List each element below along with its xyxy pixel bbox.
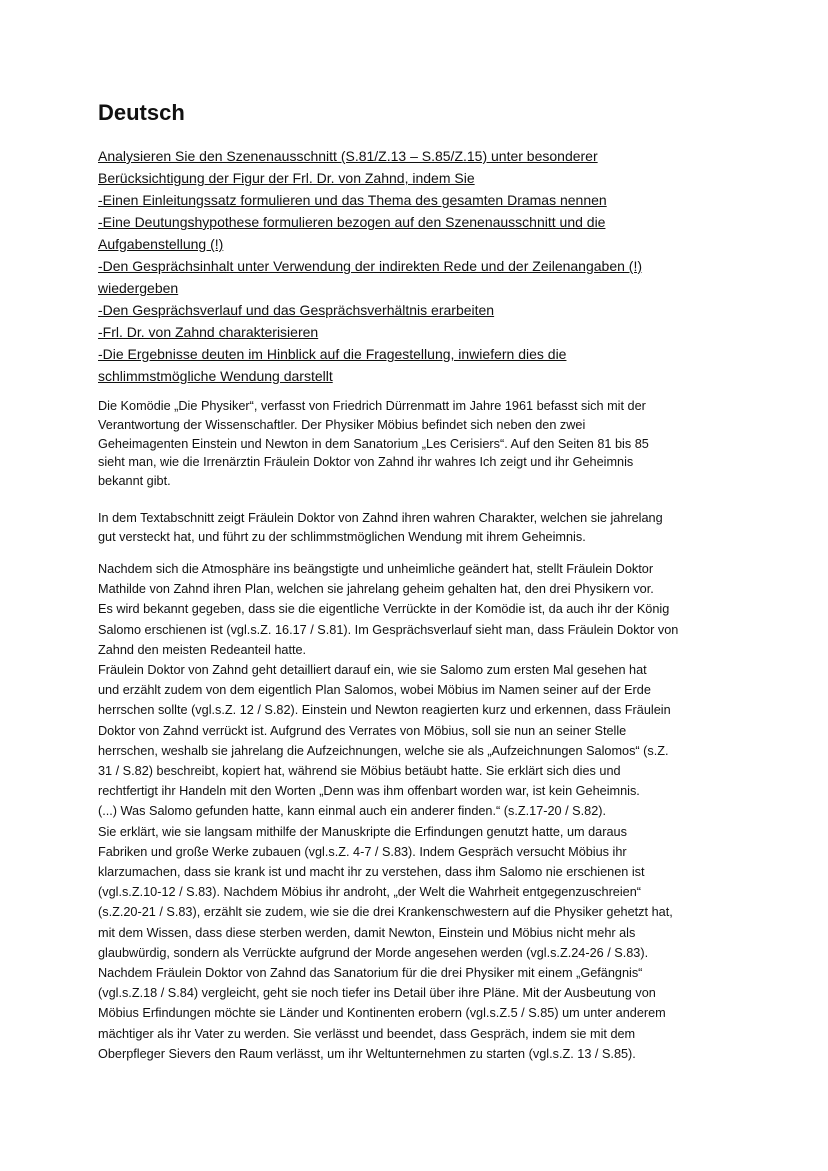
text-line: Salomo erschienen ist (vgl.s.Z. 16.17 / S.81). Im Gesprächsverlauf sieht man, dass Fräulein Doktor von xyxy=(98,622,679,637)
task-line: wiedergeben xyxy=(98,280,179,296)
task-line: -Eine Deutungshypothese formulieren bezogen auf den Szenenausschnitt und die xyxy=(98,214,606,230)
task-line: schlimmstmögliche Wendung darstellt xyxy=(98,368,333,384)
text-line: Geheimagenten Einstein und Newton in dem Sanatorium „Les Cerisiers“. Auf den Seiten 81 bis 85 xyxy=(98,436,649,451)
task-instructions xyxy=(98,145,642,387)
text-line: Nachdem Fräulein Doktor von Zahnd das Sanatorium für die drei Physiker mit einem „Gefängnis“ xyxy=(98,966,643,981)
paragraph-main-body xyxy=(98,559,678,1064)
text-line: gut versteckt hat, und führt zu der schlimmstmöglichen Wendung mit ihrem Geheimnis. xyxy=(98,529,586,544)
text-line: herrschen, weshalb sie jahrelang die Aufzeichnungen, welche sie als „Aufzeichnungen Salomos“ (s.Z. xyxy=(98,743,669,758)
text-line: Die Komödie „Die Physiker“, verfasst von Friedrich Dürrenmatt im Jahre 1961 befasst sich mit der xyxy=(98,399,646,413)
text-line: Oberpfleger Sievers den Raum verlässt, um ihr Weltunternehmen zu starten (vgl.s.Z. 13 / S.85). xyxy=(98,1046,636,1061)
text-line: 31 / S.82) beschreibt, kopiert hat, während sie Möbius betäubt hatte. Sie erklärt sich dies und xyxy=(98,764,621,779)
task-line: Aufgabenstellung (!) xyxy=(98,236,224,252)
text-line: mächtiger als ihr Vater zu werden. Sie verlässt und beendet, dass Gespräch, indem sie mit dem xyxy=(98,1026,636,1041)
text-line: Zahnd den meisten Redeanteil hatte. xyxy=(98,642,307,657)
text-line: (s.Z.20-21 / S.83), erzählt sie zudem, wie sie die drei Krankenschwestern auf die Physiker gehetzt hat, xyxy=(98,905,673,920)
task-line: -Den Gesprächsverlauf und das Gesprächsverhältnis erarbeiten xyxy=(98,302,495,318)
text-line: Mathilde von Zahnd ihren Plan, welchen sie jahrelang geheim gehalten hat, den drei Physikern vor. xyxy=(98,582,654,597)
text-line: sieht man, wie die Irrenärztin Fräulein Doktor von Zahnd ihr wahres Ich zeigt und ihr Geheimnis xyxy=(98,455,634,470)
text-line: (vgl.s.Z.18 / S.84) vergleicht, geht sie noch tiefer ins Detail über ihre Pläne. Mit der Ausbeutung von xyxy=(98,986,656,1001)
text-line: Möbius Erfindungen möchte sie Länder und Kontinenten erobern (vgl.s.Z.5 / S.85) um unter anderem xyxy=(98,1006,666,1021)
text-line: rechtfertigt ihr Handeln mit den Worten „Denn was ihm offenbart worden war, ist kein Geheimnis. xyxy=(98,784,640,799)
text-line: mit dem Wissen, dass diese sterben werden, damit Newton, Einstein und Möbius nicht mehr als xyxy=(98,925,636,940)
text-line: Sie erklärt, wie sie langsam mithilfe der Manuskripte die Erfindungen genutzt hatte, um daraus xyxy=(98,824,627,839)
text-line: Es wird bekannt gegeben, dass sie die eigentliche Verrückte in der Komödie ist, da auch ihr der König xyxy=(98,602,670,617)
text-line: bekannt gibt. xyxy=(98,474,171,489)
text-line: und erzählt zudem von dem eigentlich Plan Salomos, wobei Möbius im Namen seiner auf der Erde xyxy=(98,683,651,698)
task-line: Analysieren Sie den Szenenausschnitt (S.81/Z.13 – S.85/Z.15) unter besonderer xyxy=(98,148,598,164)
text-line: herrschen sollte (vgl.s.Z. 12 / S.82). Einstein und Newton reagierten kurz und erkennen, dass Fräulein xyxy=(98,703,671,718)
task-line: -Einen Einleitungssatz formulieren und das Thema des gesamten Dramas nennen xyxy=(98,192,607,208)
text-line: Doktor von Zahnd verrückt ist. Aufgrund des Verrates von Möbius, soll sie nun an seiner Stelle xyxy=(98,723,627,738)
paragraph-hypothesis xyxy=(98,509,663,547)
task-line: -Den Gesprächsinhalt unter Verwendung der indirekten Rede und der Zeilenangaben (!) xyxy=(98,258,643,274)
text-line: Verantwortung der Wissenschaftler. Der Physiker Möbius befindet sich neben den zwei xyxy=(98,417,586,432)
paragraph-introduction xyxy=(98,397,649,491)
task-line: Berücksichtigung der Figur der Frl. Dr. von Zahnd, indem Sie xyxy=(98,170,475,186)
text-line: glaubwürdig, sondern als Verrückte aufgrund der Morde angesehen werden (vgl.s.Z.24-26 / S.83). xyxy=(98,945,649,960)
task-line: -Die Ergebnisse deuten im Hinblick auf die Fragestellung, inwiefern dies die xyxy=(98,346,567,362)
text-line: Fabriken und große Werke zubauen (vgl.s.Z. 4-7 / S.83). Indem Gespräch versucht Möbius ihr xyxy=(98,844,627,859)
text-line: Nachdem sich die Atmosphäre ins beängstigte und unheimliche geändert hat, stellt Fräulein Doktor xyxy=(98,562,654,576)
text-line: In dem Textabschnitt zeigt Fräulein Doktor von Zahnd ihren wahren Charakter, welchen sie jahrelang xyxy=(98,511,663,525)
text-line: klarzumachen, dass sie krank ist und macht ihr zu verstehen, dass ihm Salomo nie erschienen ist xyxy=(98,865,645,880)
text-line: (...) Was Salomo gefunden hatte, kann einmal auch ein anderer finden.“ (s.Z.17-20 / S.82). xyxy=(98,804,607,819)
text-line: Fräulein Doktor von Zahnd geht detailliert darauf ein, wie sie Salomo zum ersten Mal gesehen hat xyxy=(98,663,647,678)
text-line: (vgl.s.Z.10-12 / S.83). Nachdem Möbius ihr androht, „der Welt die Wahrheit entgegenzuschreien“ xyxy=(98,885,642,900)
task-line: -Frl. Dr. von Zahnd charakterisieren xyxy=(98,324,319,340)
document-title: Deutsch xyxy=(98,100,185,125)
